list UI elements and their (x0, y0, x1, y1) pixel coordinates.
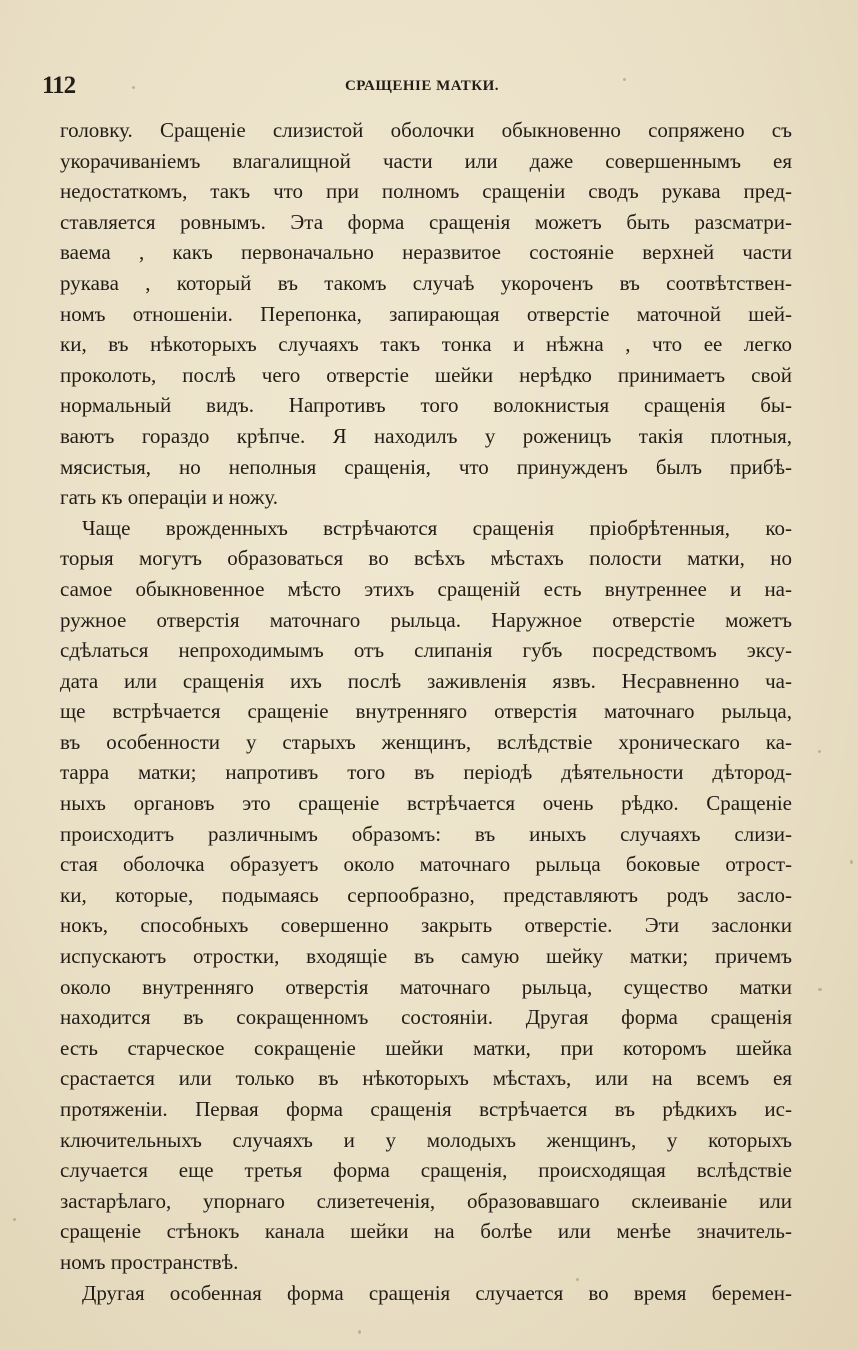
page-header (42, 72, 802, 102)
paragraph-start-line: Чаще врожденныхъ встрѣчаются сращенія пріобрѣтенныя, ко- (82, 515, 792, 540)
text-line: сдѣлаться непроходимымъ отъ слипанія губъ посредствомъ эксу- (60, 638, 792, 663)
paper-speck (358, 1330, 361, 1334)
text-line: нормальный видъ. Напротивъ того волокнистыя сращенія бы- (60, 393, 792, 418)
text-line: проколоть, послѣ чего отверстіе шейки нерѣдко принимаетъ свой (60, 362, 792, 387)
text-line: срастается или только въ нѣкоторыхъ мѣстахъ, или на всемъ ея (60, 1066, 792, 1091)
text-line: самое обыкновенное мѣсто этихъ сращеній есть внутреннее и на- (60, 576, 792, 601)
text-line: номъ отношеніи. Перепонка, запирающая отверстіе маточной шей- (60, 301, 792, 326)
text-line: находится въ сокращенномъ состояніи. Другая форма сращенія (60, 1005, 792, 1030)
paragraph-end-line: гать къ операціи и ножу. (60, 485, 279, 510)
text-line: рукава , который въ такомъ случаѣ укороченъ въ соотвѣтствен- (60, 270, 792, 295)
paragraph-start-line: Другая особенная форма сращенія случается во время беремен- (82, 1280, 792, 1305)
text-line: нокъ, способныхъ совершенно закрыть отверстіе. Эти заслонки (60, 913, 792, 938)
text-line: головку. Сращеніе слизистой оболочки обыкновенно сопряжено съ (60, 118, 792, 142)
paragraph-end-line: номъ пространствѣ. (60, 1249, 239, 1274)
text-line: торыя могутъ образоваться во всѣхъ мѣстахъ полости матки, но (60, 546, 792, 571)
paper-speck (623, 78, 626, 81)
text-line: есть старческое сокращеніе шейки матки, при которомъ шейка (60, 1035, 792, 1060)
body-text (60, 115, 792, 1308)
paper-speck (850, 860, 853, 864)
text-line: около внутренняго отверстія маточнаго рыльца, существо матки (60, 974, 792, 999)
text-line: ставляется ровнымъ. Эта форма сращенія можетъ быть разсматри- (60, 209, 792, 234)
text-line: ваема , какъ первоначально неразвитое состояніе верхней части (60, 240, 792, 265)
page-number: 112 (42, 72, 76, 99)
text-line: сращеніе стѣнокъ канала шейки на болѣе или менѣе значитель- (60, 1219, 792, 1244)
text-line: ки, которые, подымаясь серпообразно, представляютъ родъ засло- (60, 882, 792, 907)
paper-speck (13, 1218, 16, 1221)
text-line: тарра матки; напротивъ того въ періодѣ дѣятельности дѣтород- (60, 760, 792, 785)
text-line: мясистыя, но неполныя сращенія, что принужденъ былъ прибѣ- (60, 454, 792, 479)
running-title: СРАЩЕНІЕ МАТКИ. (344, 78, 500, 94)
text-line: протяженіи. Первая форма сращенія встрѣчается въ рѣдкихъ ис- (60, 1097, 792, 1121)
paper-speck (576, 1278, 579, 1281)
text-line: дата или сращенія ихъ послѣ заживленія язвъ. Несравненно ча- (60, 668, 792, 693)
paper-speck (818, 988, 822, 991)
text-line: происходитъ различнымъ образомъ: въ иныхъ случаяхъ слизи- (60, 821, 792, 846)
text-line: ки, въ нѣкоторыхъ случаяхъ такъ тонка и нѣжна , что ее легко (60, 332, 792, 357)
text-line: ваютъ гораздо крѣпче. Я находилъ у роженицъ такія плотныя, (60, 423, 792, 448)
text-line: въ особенности у старыхъ женщинъ, вслѣдствіе хроническаго ка- (60, 729, 792, 754)
paper-speck (132, 86, 135, 89)
text-line: случается еще третья форма сращенія, происходящая вслѣдствіе (60, 1158, 792, 1183)
text-line: застарѣлаго, упорнаго слизетеченія, образовавшаго склеиваніе или (60, 1188, 792, 1213)
text-line: испускаютъ отростки, входящіе въ самую шейку матки; причемъ (60, 944, 792, 969)
text-line: недостаткомъ, такъ что при полномъ сращеніи сводъ рукава пред- (60, 179, 792, 204)
text-line: ключительныхъ случаяхъ и у молодыхъ женщинъ, у которыхъ (60, 1127, 792, 1152)
text-line: ружное отверстія маточнаго рыльца. Наружное отверстіе можетъ (60, 607, 792, 632)
text-line: ныхъ органовъ это сращеніе встрѣчается очень рѣдко. Сращеніе (60, 791, 792, 816)
paper-speck (818, 750, 821, 753)
text-line: ще встрѣчается сращеніе внутренняго отверстія маточнаго рыльца, (60, 699, 792, 724)
text-line: стая оболочка образуетъ около маточнаго рыльца боковые отрост- (60, 852, 792, 877)
text-line: укорачиваніемъ влагалищной части или даже совершеннымъ ея (60, 148, 792, 173)
